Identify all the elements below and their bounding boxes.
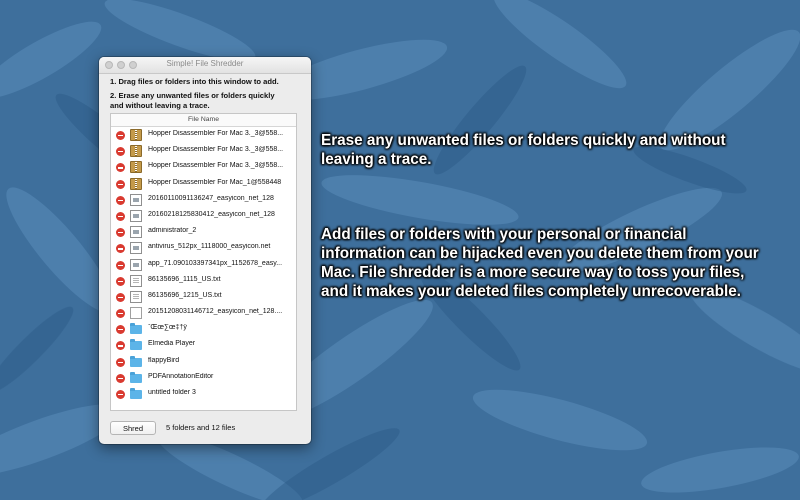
file-row[interactable] [111,224,296,240]
file-shredder-window [99,57,311,444]
document-icon [130,194,142,206]
folder-row[interactable] [111,370,296,386]
folder-icon [130,325,142,334]
remove-item-icon[interactable] [116,309,125,318]
archive-icon [130,129,142,141]
remove-item-icon[interactable] [116,244,125,253]
column-header-file-name[interactable]: File Name [111,114,296,127]
window-title: Simple! File Shredder [166,59,244,68]
remove-item-icon[interactable] [116,341,125,350]
blank-file-icon [130,307,142,319]
file-name: Hopper Disassembler For Mac 3._3@558... [148,162,284,170]
folder-row[interactable] [111,386,296,402]
archive-icon [130,178,142,190]
file-name: 20160218125830412_easyicon_net_128 [148,210,275,218]
file-row[interactable] [111,257,296,273]
item-count-status: 5 folders and 12 files [166,423,236,432]
remove-item-icon[interactable] [116,358,125,367]
folder-row[interactable] [111,337,296,353]
title-bar[interactable] [99,57,311,74]
caption-line: leaving a trace. [321,151,432,168]
remove-item-icon[interactable] [116,228,125,237]
remove-item-icon[interactable] [116,390,125,399]
file-row[interactable] [111,176,296,192]
file-name: administrator_2 [148,227,197,235]
file-list[interactable] [110,113,297,411]
folder-name: flappyBird [148,356,180,364]
remove-item-icon[interactable] [116,180,125,189]
archive-icon [130,161,142,173]
file-row[interactable] [111,305,296,321]
folder-icon [130,341,142,350]
document-icon [130,242,142,254]
file-name: Hopper Disassembler For Mac 3._3@558... [148,146,284,154]
remove-item-icon[interactable] [116,131,125,140]
file-name: 20151208031146712_easyicon_net_128.... [148,308,283,316]
instruction-step-2-cont: and without leaving a trace. [110,101,210,110]
file-name: antivirus_512px_1118000_easyicon.net [148,243,271,251]
folder-row[interactable] [111,321,296,337]
remove-item-icon[interactable] [116,147,125,156]
archive-icon [130,145,142,157]
caption-security [321,225,759,301]
file-row[interactable] [111,273,296,289]
folder-icon [130,390,142,399]
text-file-icon [130,291,142,303]
file-name: 86135696_1115_US.txt [148,275,221,283]
file-row[interactable] [111,159,296,175]
file-row[interactable] [111,127,296,143]
shred-button[interactable]: Shred [110,421,156,435]
file-name: Hopper Disassembler For Mac_1@558448 [148,178,282,186]
caption-erase [321,131,726,169]
folder-row[interactable] [111,354,296,370]
document-icon [130,210,142,222]
caption-line: and it makes your deleted files completely unrecoverable. [321,283,741,300]
remove-item-icon[interactable] [116,212,125,221]
caption-line: Erase any unwanted files or folders quickly and without [321,132,726,149]
document-icon [130,259,142,271]
file-row[interactable] [111,143,296,159]
folder-icon [130,374,142,383]
folder-name: ˜Œœ∑œ‡†ŷ [148,324,187,332]
file-name: 86135696_1215_US.txt [148,291,222,299]
caption-line: Mac. File shredder is a more secure way to toss your files, [321,264,745,281]
caption-line: information can be hijacked even you delete them from your [321,245,759,262]
folder-icon [130,358,142,367]
remove-item-icon[interactable] [116,277,125,286]
folder-name: Elmedia Player [148,340,196,348]
file-row[interactable] [111,192,296,208]
remove-item-icon[interactable] [116,293,125,302]
remove-item-icon[interactable] [116,163,125,172]
remove-item-icon[interactable] [116,261,125,270]
text-file-icon [130,275,142,287]
file-name: app_71.090103397341px_1152678_easy... [148,259,283,267]
file-row[interactable] [111,208,296,224]
remove-item-icon[interactable] [116,325,125,334]
instruction-step-1: 1. Drag files or folders into this window to add. [110,77,279,86]
file-name: Hopper Disassembler For Mac 3._3@558... [148,130,284,137]
folder-name: PDFAnnotationEditor [148,372,214,380]
document-icon [130,226,142,238]
remove-item-icon[interactable] [116,196,125,205]
instruction-step-2: 2. Erase any unwanted files or folders quickly [110,91,275,100]
caption-line: Add files or folders with your personal or financial [321,226,687,243]
folder-name: untitled folder 3 [148,389,196,396]
file-row[interactable] [111,289,296,305]
remove-item-icon[interactable] [116,374,125,383]
file-row[interactable] [111,240,296,256]
file-name: 20160110091136247_easyicon_net_128 [148,194,274,202]
